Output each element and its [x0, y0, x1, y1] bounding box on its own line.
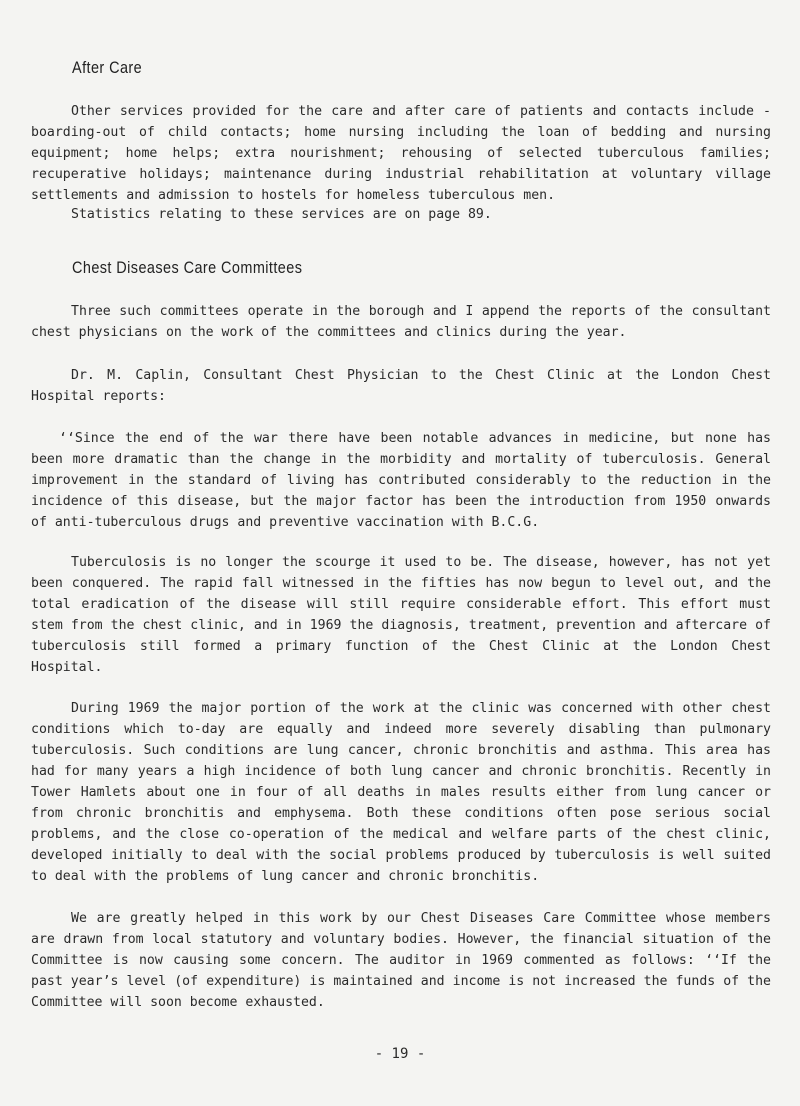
report-paragraph-2: Tuberculosis is no longer the scourge it used to be. The disease, however, has not yet been conquered. The rapid fall witnessed in the fifties has now begun to level out, and the total eradication of the disease will still require considerable effort. This effort must stem from the chest clinic, and in 1969 the diagnosis, treatment, prevention and aftercare of tuberculosis still formed a primary function of the Chest Clinic at the London Chest Hospital. [31, 555, 771, 675]
after-care-paragraph-1: Other services provided for the care and after care of patients and contacts include - boarding-out of child contacts; home nursing including the loan of bedding and nursing equipment; home helps; extra nourishment; rehousing of selected tuberculous families; recuperative holidays; maintenance during industrial rehabilitation at voluntary village settlements and admission to hostels for homeless tuberculous men. [31, 104, 771, 203]
report-paragraph-4: We are greatly helped in this work by our Chest Diseases Care Committee whose members are drawn from local statutory and voluntary bodies. However, the financial situation of the Committee is now causing some concern. The auditor in 1969 commented as follows: ‘‘If the past year’s level (of expenditure) is maintained and income is not increased the funds of the Committee will soon become exhausted. [31, 911, 771, 1010]
report-paragraph-3: During 1969 the major portion of the work at the clinic was concerned with other chest conditions which to-day are equally and indeed more severely disabling than pulmonary tuberculosis. Such conditions are lung cancer, chronic bronchitis and asthma. This area has had for many years a high incidence of both lung cancer and chronic bronchitis. Recently in Tower Hamlets about one in four of all deaths in males results either from lung cancer or from chronic bronchitis and emphysema. Both these conditions often pose serious social problems, and the close co-operation of the medical and welfare parts of the chest clinic, developed initially to deal with the social problems produced by tuberculosis is well suited to deal with the problems of lung cancer and chronic bronchitis. [31, 701, 771, 884]
committees-paragraph-1: Three such committees operate in the borough and I append the reports of the consultant chest physicians on the work of the committees and clinics during the year. [31, 304, 771, 340]
page-number: - 19 - [374, 1046, 426, 1062]
after-care-heading: After Care [72, 58, 143, 77]
chest-committees-heading: Chest Diseases Care Committees [72, 258, 303, 277]
report-paragraph-1: ‘‘Since the end of the war there have been notable advances in medicine, but none has been more dramatic than the change in the morbidity and mortality of tuberculosis. General improvement in the standard of living has contributed considerably to the reduction in the incidence of this disease, but the major factor has been the introduction from 1950 onwards of anti-tuberculous drugs and preventive vaccination with B.C.G. [31, 431, 771, 530]
committees-paragraph-2: Dr. M. Caplin, Consultant Chest Physician to the Chest Clinic at the London Chest Hospital reports: [31, 368, 771, 404]
after-care-paragraph-2: Statistics relating to these services are on page 89. [71, 207, 492, 222]
